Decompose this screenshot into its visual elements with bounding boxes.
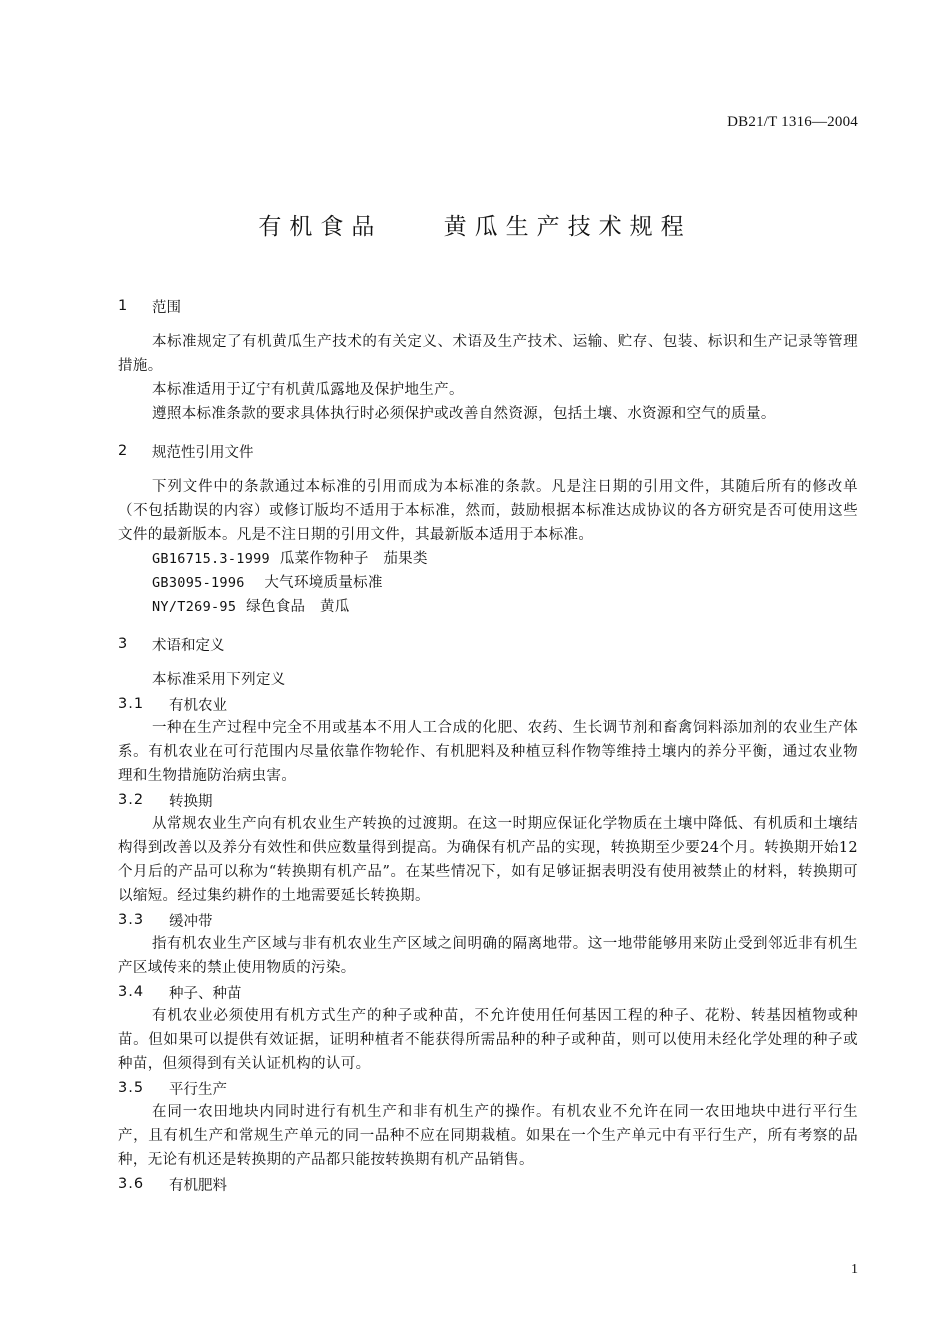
- document-title: 有机食品 黄瓜生产技术规程: [258, 214, 692, 240]
- section-number: 3: [118, 636, 128, 652]
- subsection-number: 3.6: [118, 1176, 145, 1192]
- subsection-number: 3.4: [118, 984, 145, 1000]
- reference-name: 瓜菜作物种子 茄果类: [270, 551, 428, 567]
- document-body: [118, 295, 858, 1196]
- paragraph: 有机农业必须使用有机方式生产的种子或种苗，不允许使用任何基因工程的种子、花粉、转基因植物或种苗。但如果可以提供有效证据，证明种植者不能获得所需品种的种子或种苗，则可以使用未经化学处理的种子或种苗，但须得到有关认证机构的认可。: [118, 1008, 858, 1072]
- subsection-number: 3.3: [118, 912, 145, 928]
- paragraph: 从常规农业生产向有机农业生产转换的过渡期。在这一时期应保证化学物质在土壤中降低、有机质和土壤结构得到改善以及养分有效性和供应数量得到提高。为确保有机产品的实现，转换期至少要24个月。转换期开始12个月后的产品可以称为“转换期有机产品”。在某些情况下，如有足够证据表明没有使用被禁止的材料，转换期可以缩短。经过集约耕作的土地需要延长转换期。: [118, 816, 858, 904]
- subsection-title: 缓冲带: [169, 913, 213, 930]
- subsection-number: 3.2: [118, 792, 145, 808]
- section-number: 2: [118, 443, 128, 459]
- reference-item: [118, 547, 858, 571]
- section-number: 1: [118, 298, 128, 314]
- section-title: 规范性引用文件: [152, 444, 254, 461]
- section-title: 术语和定义: [152, 637, 225, 654]
- reference-code: GB16715.3-1999: [152, 551, 270, 567]
- paragraph: 指有机农业生产区域与非有机农业生产区域之间明确的隔离地带。这一地带能够用来防止受到邻近非有机生产区域传来的禁止使用物质的污染。: [118, 936, 858, 976]
- subsection-number: 3.5: [118, 1080, 145, 1096]
- reference-item: [118, 571, 858, 595]
- paragraph: 本标准适用于辽宁有机黄瓜露地及保护地生产。: [152, 382, 464, 398]
- subsection-number: 3.1: [118, 696, 145, 712]
- subsection-heading: [118, 692, 858, 716]
- reference-name: 大气环境质量标准: [244, 575, 383, 591]
- page-number: 1: [851, 1262, 858, 1277]
- paragraph: 遵照本标准条款的要求具体执行时必须保护或改善自然资源，包括土壤、水资源和空气的质量。: [152, 406, 776, 422]
- section-heading-terms-definitions: [118, 633, 858, 655]
- subsection-heading: [118, 980, 858, 1004]
- subsection-title: 平行生产: [169, 1081, 227, 1098]
- paragraph: 在同一农田地块内同时进行有机生产和非有机生产的操作。有机农业不允许在同一农田地块中进行平行生产，且有机生产和常规生产单元的同一品种不应在同期栽植。如果在一个生产单元中有平行生产，所有考察的品种，无论有机还是转换期的产品都只能按转换期有机产品销售。: [118, 1104, 858, 1168]
- section-heading-scope: [118, 295, 858, 317]
- document-code: DB21/T 1316—2004: [727, 114, 858, 130]
- subsection-title: 有机肥料: [169, 1177, 227, 1194]
- reference-name: 绿色食品 黄瓜: [236, 599, 350, 615]
- section-heading-normative-references: [118, 440, 858, 462]
- paragraph: 本标准规定了有机黄瓜生产技术的有关定义、术语及生产技术、运输、贮存、包装、标识和生产记录等管理措施。: [118, 334, 858, 374]
- paragraph: 一种在生产过程中完全不用或基本不用人工合成的化肥、农药、生长调节剂和畜禽饲料添加剂的农业生产体系。有机农业在可行范围内尽量依靠作物轮作、有机肥料及种植豆科作物等维持土壤内的养分平衡，通过农业物理和生物措施防治病虫害。: [118, 720, 858, 784]
- section-title: 范围: [152, 299, 181, 316]
- subsection-title: 转换期: [169, 793, 213, 810]
- reference-code: NY/T269-95: [152, 599, 237, 615]
- subsection-heading: [118, 908, 858, 932]
- subsection-title: 种子、种苗: [169, 985, 242, 1002]
- reference-item: [118, 595, 858, 619]
- subsection-heading: [118, 788, 858, 812]
- subsection-title: 有机农业: [169, 697, 227, 714]
- reference-code: GB3095-1996: [152, 575, 245, 591]
- paragraph: 下列文件中的条款通过本标准的引用而成为本标准的条款。凡是注日期的引用文件，其随后所有的修改单（不包括勘误的内容）或修订版均不适用于本标准，然而，鼓励根据本标准达成协议的各方研究是否可使用这些文件的最新版本。凡是不注日期的引用文件，其最新版本适用于本标准。: [118, 479, 858, 543]
- paragraph: 本标准采用下列定义: [152, 672, 286, 688]
- subsection-heading: [118, 1172, 858, 1196]
- subsection-heading: [118, 1076, 858, 1100]
